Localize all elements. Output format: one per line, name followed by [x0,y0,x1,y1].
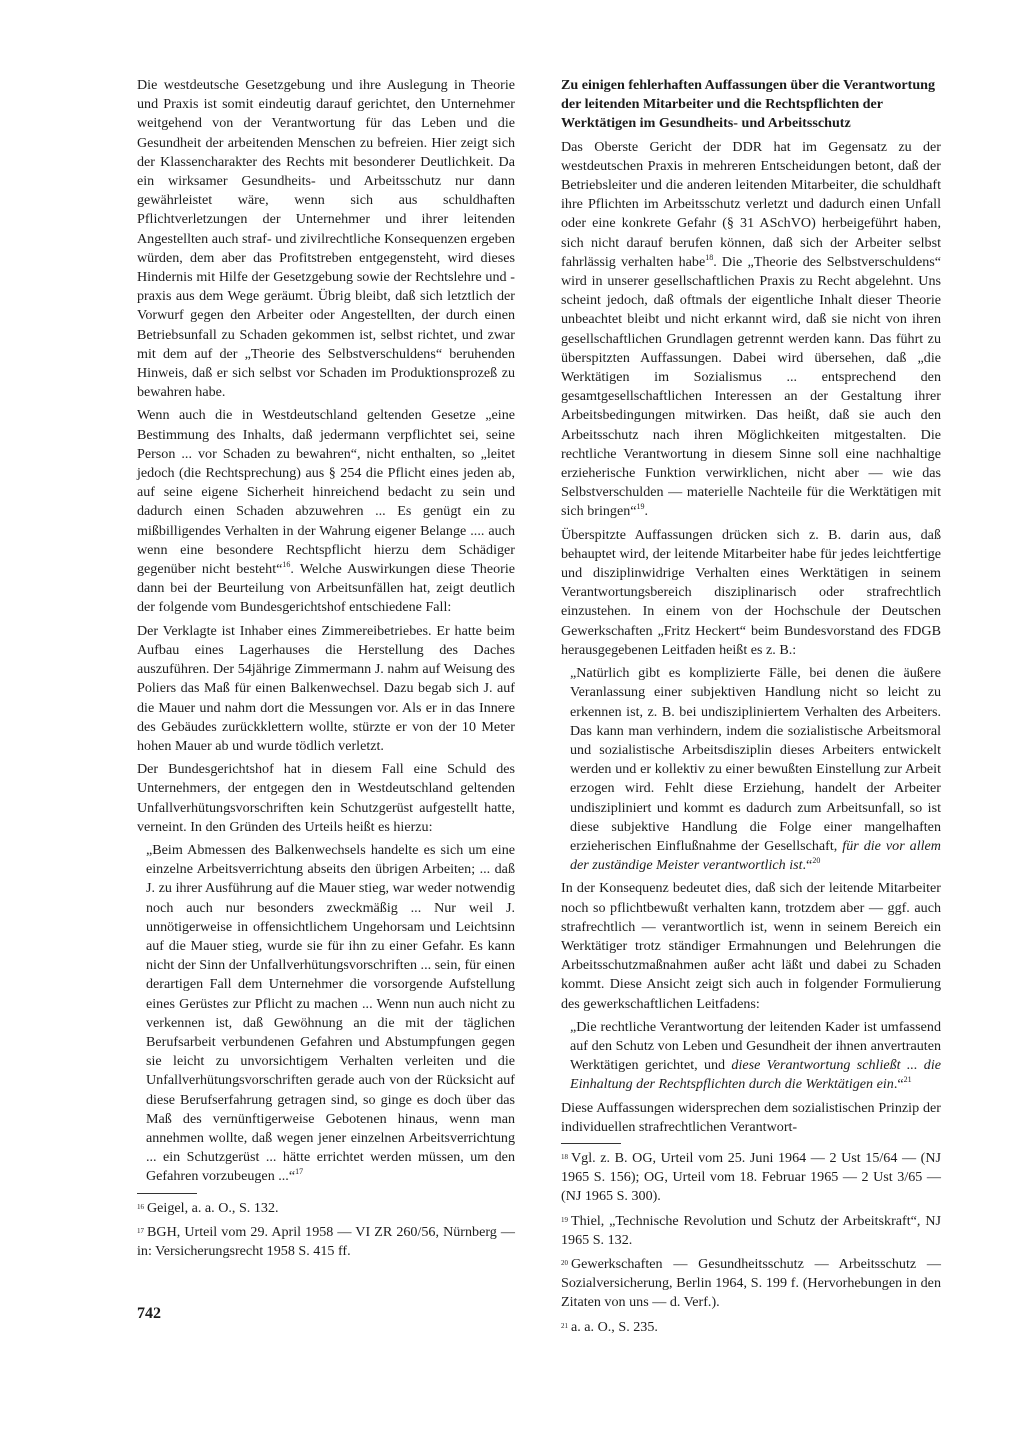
footnote-text: Geigel, a. a. O., S. 132. [147,1199,279,1216]
footnote [137,1222,515,1261]
footnote-text: a. a. O., S. 235. [571,1318,658,1335]
paragraph [137,406,515,617]
paragraph-text: Wenn auch die in Westdeutschland geltenden Gesetze „eine Bestimmung des Inhalts, daß jedermann verpflichtet sei, seine Person ... vor Schaden zu bewahren“, nicht enthalten, so „leitet jedoch (die Rechtsprechung) aus § 254 die Pflicht eines jeden ab, auf seine eigene Sicherheit hinreichend bedacht zu sein und dadurch einen Schaden abzuwehren ... Es genügt ein zu mißbilligendes Verhalten in der Wahrung eigener Belange .... auch wenn eine besondere Rechtspflicht hierzu dem Schädiger gegenüber nicht besteht“ [137,407,515,578]
section-heading: Zu einigen fehlerhaften Auffassungen über die Verantwortung der leitenden Mitarbeiter und die Rechtspflichten der Werktätigen im Gesundheits- und Arbeitsschutz [561,77,936,132]
footnote-divider [137,1193,197,1194]
paragraph: In der Konsequenz bedeutet dies, daß sich der leitende Mitarbeiter noch so pflichtbewußt verhalten kann, trotzdem aber — ggf. auch strafrechtlich — verantwortlich ist, wenn in seinem Bereich ein Werktätiger trotz ständiger Ermahnungen und Belehrungen die Arbeitsschutzmaßnahmen außer acht läßt und dabei zu Schaden kommt. Diese Ansicht zeigt sich auch in folgender Formulierung des gewerkschaftlichen Leitfadens: [561,880,941,1012]
footnote-text: BGH, Urteil vom 29. April 1958 — VI ZR 260/56, Nürnberg — in: Versicherungsrecht 1958 S. 415 ff. [137,1223,515,1259]
block-quote [570,664,941,875]
page-number: 742 [137,1305,161,1322]
paragraph-text: . Welche Auswirkungen diese Theorie dann bei der Beurteilung von Arbeitsunfällen hat, zeigt deutlich der folgende vom Bundesgerichtshof entschiedene Fall: [137,561,515,616]
footnote [561,1148,941,1207]
right-column [561,76,941,1341]
footnote-ref: 17 [295,1167,304,1177]
footnote-number: 20 [561,1258,568,1267]
footnote [561,1254,941,1313]
footnote-ref: 16 [282,560,291,570]
case-paragraph: Der Verklagte ist Inhaber eines Zimmereibetriebes. Er hatte beim Aufbau eines Lagerhauses die Herstellung des Daches auszuführen. Der 54jährige Zimmermann J. nahm auf Weisung des Poliers das Maß für einen Balkenwechsel. Dazu begab sich J. auf die Mauer und nahm dort die Messungen vor. Als er in das Innere des Gebäudes zurückklettern wollte, stürzte er von der 10 Meter hohen Mauer ab und wurde tödlich verletzt. [137,622,515,754]
footnote-text: Gewerkschaften — Gesundheitsschutz — Arbeitsschutz — Sozialversicherung, Berlin 1964, S. 199 f. (Hervorhebungen in den Zitaten von uns — d. Verf.). [561,1255,941,1311]
footnote-divider [561,1143,621,1144]
footnote-number: 21 [561,1321,568,1330]
paragraph-text: Das Oberste Gericht der DDR hat im Gegensatz zu der westdeutschen Praxis in mehreren Entscheidungen betont, daß der Betriebsleiter und die anderen leitenden Mitarbeiter, die schuldhaft ihre Pflichten im Arbeitsschutz verletzt und dadurch einen Unfall oder eine konkrete Gefahr (§ 31 ASchVO) herbeigeführt haben, sich nicht darauf berufen können, daß sich der Arbeiter selbst fahrlässig verhalten habe [561,138,941,270]
footnote-ref: 19 [636,502,645,512]
footnote-ref: 20 [812,856,821,866]
footnote-number: 18 [561,1152,568,1161]
paragraph-text: . Die „Theorie des Selbstverschuldens“ wird in unserer gesellschaftlichen Praxis zu Recht abgelehnt. Uns scheint jedoch, daß oftmals der eigentliche Inhalt dieser Theorie unbeachtet bleibt und nicht erkannt wird, daß sie nicht von ihren gesellschaftlichen Grundlagen getrennt werden kann. Das führt zu überspitzten Auffassungen. Dabei wird übersehen, daß „die Werktätigen im Sozialismus ... entsprechend den gesamtgesellschaftlichen Interessen an der Gestaltung ihrer Arbeitsbedingungen mitwirken. Das heißt, daß sie auch den Arbeitsschutz nach ihren Möglichkeiten mitgestalten. Die rechtliche Verantwortung in diesem Sinne soll eine nachhaltige erzieherische Funktion verwirklichen, nicht aber — wie das Selbstverschulden — materielle Nachteile für die Werktätigen mit sich bringen“ [561,253,941,520]
footnote-number: 16 [137,1202,144,1211]
paragraph: Der Bundesgerichtshof hat in diesem Fall eine Schuld des Unternehmers, der entgegen den in Westdeutschland geltenden Unfallverhütungsvorschriften kein Schutzgerüst aufgestellt hatte, verneint. In den Gründen des Urteils heißt es hierzu: [137,761,515,835]
block-quote [570,1018,941,1095]
footnote-ref: 18 [705,252,714,262]
paragraph: Die westdeutsche Gesetzgebung und ihre Auslegung in Theorie und Praxis ist somit eindeutig darauf gerichtet, den Unternehmer weitgehend von der Verantwortung für das Leben und die Gesundheit der arbeitenden Menschen zu befreien. Hier zeigt sich der Klassencharakter des Rechts mit besonderer Deutlichkeit. Da ein wirksamer Gesundheits- und Arbeitsschutz nur dann gewährleistet wäre, wenn sich aus schuldhaften Pflichtverletzungen der Unternehmer und ihrer leitenden Angestellten auch straf- und zivilrechtliche Konsequenzen ergeben würden, dem aber das Profitstreben entgegensteht, wird dieses Hindernis mit Hilfe der Gesetzgebung sowie der Rechtslehre und -praxis aus dem Wege geräumt. Übrig bleibt, daß sich letztlich der Vorwurf gegen den Arbeiter oder Angestellten, der durch einen Betriebsunfall zu Schaden gekommen ist, selbst richtet, und zwar mit dem auf der „Theorie des Selbstverschuldens“ beruhenden Hinweis, daß er sich selbst vor Schaden im Produktionsprozeß zu bewahren habe. [137,77,515,401]
quote-text: „Natürlich gibt es komplizierte Fälle, bei denen die äußere Veranlassung einer subjektiven Handlung nicht so leicht zu erkennen ist, z. B. bei undiszipliniertem Verhalten des Arbeiters. Das kann man verhindern, indem die sozialistische Arbeitsmoral und sozialistische Arbeitsdisziplin dieses Arbeiters entwickelt werden und er kollektiv zu einer bewußten Einstellung zur Arbeit erzogen wird. Fehlt diese Erziehung, handelt der Arbeiter undiszipliniert und kommt es dadurch zum Arbeitsunfall, so ist diese subjektive Handlung die Folge einer mangelhaften erzieherischen Einflußnahme der Gesellschaft, [570,665,941,854]
paragraph: Das Oberste Gericht der DDR hat im Gegensatz zu der westdeutschen Praxis in mehreren Entscheidungen betont, daß der Betriebsleiter und die anderen leitenden Mitarbeiter, die schuldhaft ihre Pflichten im Arbeitsschutz verletzt und dadurch einen Unfall oder eine konkrete Gefahr (§ 31 ASchVO) herbeigeführt haben, sich nicht darauf berufen können, daß sich der Arbeiter selbst fahrlässig verhalten habe$^{18}$. Die „Theorie des Selbstverschuldens“ wird in unserer gesellschaftlichen Praxis zu Recht abgelehnt. Uns scheint jedoch, daß oftmals der eigentliche Inhalt dieser Theorie unbeachtet bleibt und nicht erkannt wird, daß sie nicht von ihren gesellschaftlichen Grundlagen getrennt werden kann. Das führt zu überspitzten Auffassungen. Dabei wird übersehen, daß „die Werktätigen im Sozialismus ... entsprechend den gesamtgesellschaftlichen Interessen an der Gestaltung ihrer Arbeitsbedingungen mitwirken. Das heißt, daß sie auch den Arbeitsschutz nach ihren Möglichkeiten mitgestalten. Die rechtliche Verantwortung in diesem Sinne soll eine nachhaltige erzieherische Funktion verwirklichen, nicht aber — wie das Selbstverschulden — materielle Nachteile für die Werktätigen mit sich bringen“$^{19}$. [561,138,941,520]
footnote-text: Vgl. z. B. OG, Urteil vom 25. Juni 1964 — 2 Ust 15/64 — (NJ 1965 S. 156); OG, Urteil vom 18. Februar 1965 — 2 Ust 3/65 — (NJ 1965 S. 300). [561,1149,941,1205]
quote-emphasis: für die vor allem der zuständige Meister verantwortlich ist [570,837,941,874]
footnote-text: Thiel, „Technische Revolution und Schutz der Arbeitskraft“, NJ 1965 S. 132. [561,1212,941,1248]
quote-text: .“ [893,1076,904,1093]
paragraph: Überspitzte Auffassungen drücken sich z. B. darin aus, daß behauptet wird, der leitende Mitarbeiter habe für jedes leichtfertige und disziplinwidrige Verhalten eines Werktätigen in seinem Verantwortungsbereich disziplinarisch oder strafrechtlich einzustehen. In einem von der Hochschule der Deutschen Gewerkschaften „Fritz Heckert“ beim Bundesvorstand des FDGB herausgegebenen Leitfaden heißt es z. B.: [561,526,941,658]
footnote-number: 19 [561,1215,568,1224]
left-column [137,76,515,1265]
footnote [561,1211,941,1250]
quote-text: .“ [802,857,813,874]
footnote-number: 17 [137,1226,144,1235]
quote-text: „Beim Abmessen des Balkenwechsels handelte es sich um eine einzelne Arbeitsverrichtung abseits den übrigen Arbeiten; ... daß J. zu ihrer Ausführung auf die Mauer stieg, war weder notwendig noch auch nur besonders zweckmäßig ... Nur weil J. unnötigerweise in offensichtlichem Ungehorsam und Leichtsinn auf die Mauer stieg, wurde sie für ihn zu einer Gefahr. Es kann nicht der Sinn der Unfallverhütungsvorschriften ... sein, für einen derartigen Fall dem Unternehmer die vorsorgende Aufstellung eines Gerüstes zur Pflicht zu machen ... Wenn nun auch nicht zu verkennen ist, daß Gewöhnung an die mit der täglichen Berufsarbeit verbundenen Gefahren und Abstumpfungen gegen sie leicht zu unvorsichtigem Verhalten verleiten und die Unfallverhütungsvorschriften gerade auch von der Rücksicht auf diese Berufserfahrung getragen sind, so ginge es doch über das Maß des vernünftigerweise Gebotenen hinaus, wenn man annehmen wollte, daß wegen jener einzelnen Arbeitsverrichtung ... ein Schutzgerüst ... hätte errichtet werden müssen, um den Gefahren vorzubeugen ...“ [146,841,515,1185]
footnote-ref: 21 [903,1075,912,1085]
footnote [561,1317,941,1337]
quote-text: „Die rechtliche Verantwortung der leitenden Kader ist umfassend auf den Schutz von Leben und Gesundheit der ihnen anvertrauten Werktätigen gerichtet, und [570,1018,941,1074]
paragraph: Diese Auffassungen widersprechen dem sozialistischen Prinzip der individuellen strafrechtlichen Verantwort- [561,1099,941,1135]
footnote [137,1198,515,1218]
quote-emphasis: diese Verantwortung schließt ... die Einhaltung der Rechtspflichten durch die Werktätigen ein [570,1057,941,1093]
block-quote [146,841,515,1187]
